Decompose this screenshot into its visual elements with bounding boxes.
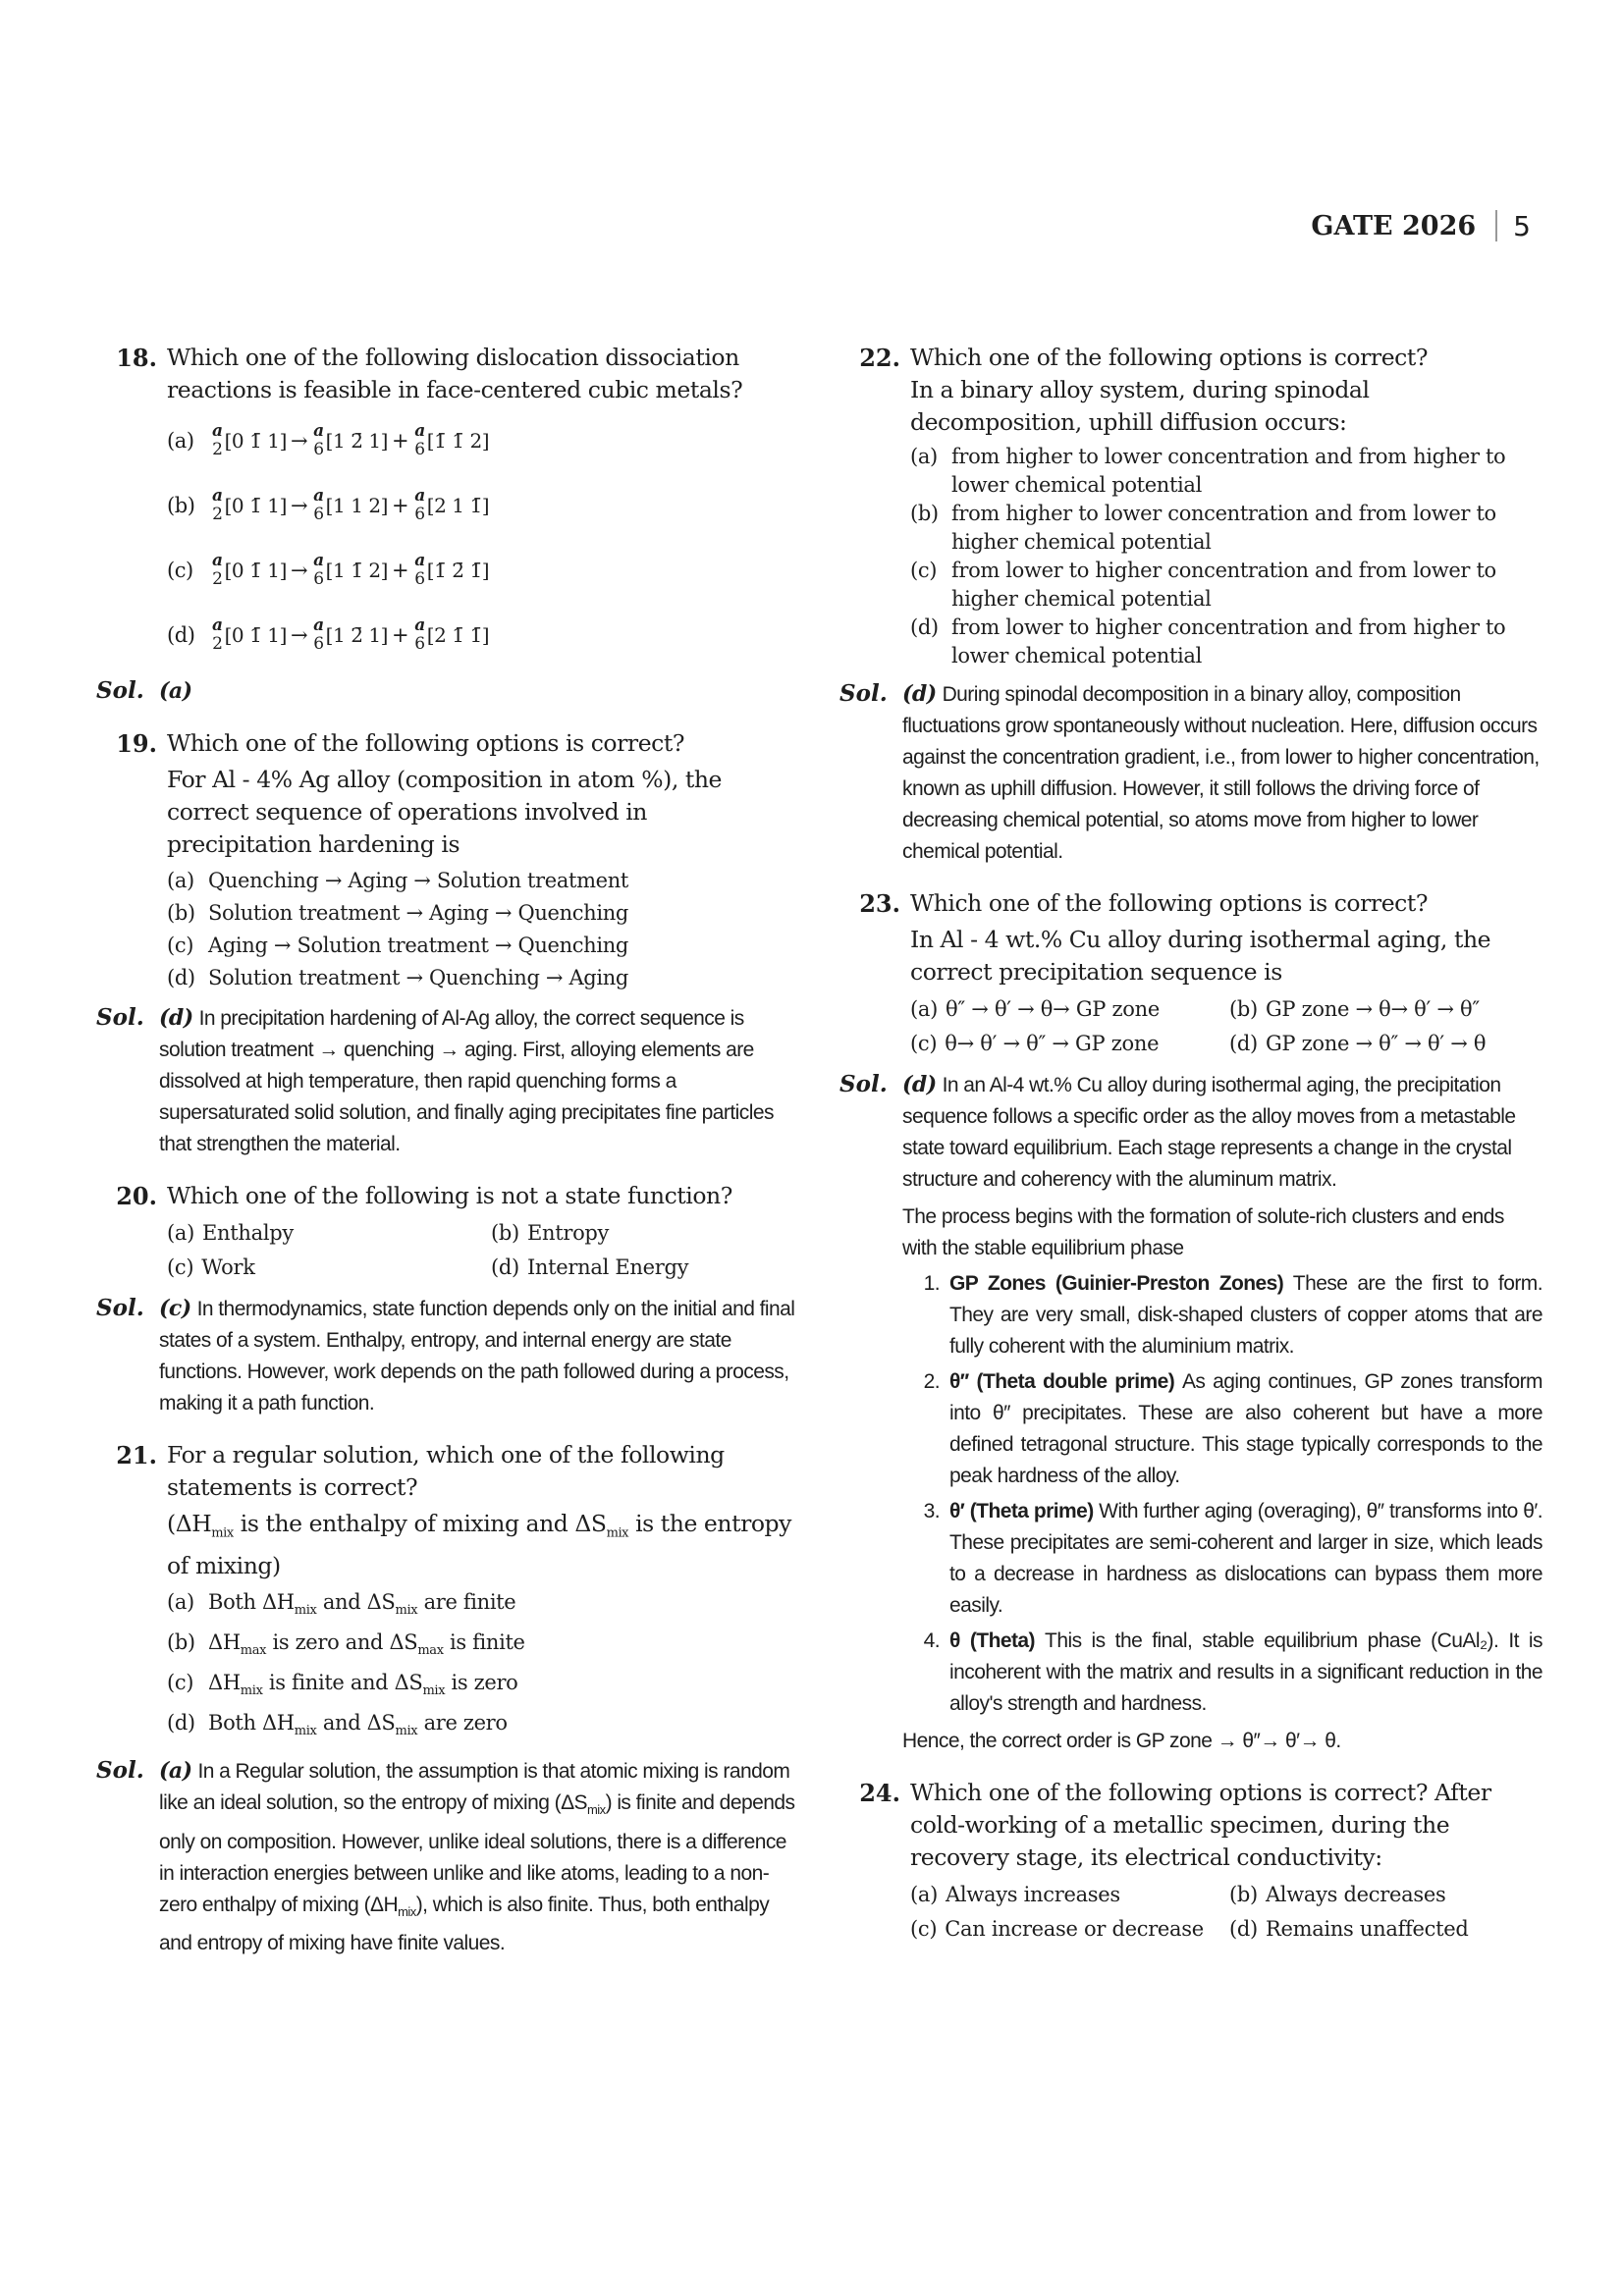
solution-text: In thermodynamics, state function depends only on the initial and final states of a system. Enthalpy, entropy, and internal energy are state functions. However, work depends on the path followed during a process, making it a path function.: [159, 1298, 795, 1415]
question-stem: Which one of the following options is correct?: [167, 729, 685, 757]
header-divider: [1495, 210, 1497, 241]
solution: [839, 678, 1542, 868]
solution-label: Sol.: [839, 1071, 888, 1097]
option-a: (a) Both $\Delta H_{mix}$ and $\Delta S_{mix}$ are finite: [167, 1589, 516, 1618]
options-grid: [167, 1216, 795, 1285]
options-list: [167, 865, 795, 994]
plus-icon: +: [392, 622, 409, 647]
right-column: [839, 342, 1542, 1947]
solution-label: Sol.: [96, 1757, 144, 1785]
solution-answer: (d): [159, 1005, 193, 1031]
question-paragraph: In a binary alloy system, during spinodal decomposition, uphill diffusion occurs:: [910, 376, 1370, 436]
page-header: [1311, 208, 1531, 243]
question-paragraph: For Al - 4% Ag alloy (composition in atom %), the correct sequence of operations involved in precipitation hardening is: [167, 766, 723, 858]
fraction: a 2: [212, 551, 223, 589]
options-list: [167, 1586, 795, 1748]
burgers-vector: [1 1̄ 2]: [325, 558, 389, 582]
solution-answer: (a): [159, 678, 192, 704]
burgers-vector: [0 1̄ 1]: [224, 493, 287, 517]
option-b: (b) Always decreases: [1229, 1883, 1446, 1906]
question-number: 24.: [859, 1779, 900, 1807]
option-a: (a) Always increases: [910, 1883, 1120, 1906]
fraction: a 6: [414, 486, 425, 524]
solution-conclusion: Hence, the correct order is GP zone → θ′′→ θ′→ θ.: [902, 1730, 1341, 1752]
arrow-icon: →: [290, 622, 308, 647]
running-title: GATE 2026: [1311, 210, 1477, 241]
fraction: a 6: [414, 615, 425, 654]
question-stem: Which one of the following options is correct?: [910, 889, 1429, 917]
arrow-icon: →: [290, 493, 308, 517]
list-item: 1. GP Zones (Guinier-Preston Zones) These are the first to form. They are very small, disk-shaped clusters of copper atoms that are fully coherent with the aluminium matrix.: [923, 1272, 1542, 1358]
solution-label: Sol.: [96, 1004, 144, 1031]
question-21: [96, 1439, 795, 1959]
question-number: 18.: [116, 344, 157, 372]
question-paragraph: ($\Delta H_{mix}$ is the enthalpy of mixing and $\Delta S_{mix}$ is the entropy of mixing): [167, 1510, 791, 1579]
solution-text: In precipitation hardening of Al-Ag alloy, the correct sequence is solution treatment → quenching → aging. First, alloying elements are dissolved at high temperature, then rapid quenching forms a supersaturated solid solution, and finally aging precipitates fine particles that strengthen the material.: [159, 1007, 774, 1155]
question-24: [839, 1777, 1542, 1947]
option-d: (d) from lower to higher concentration and from higher to lower chemical potential: [910, 615, 1506, 667]
solution-text-2: The process begins with the formation of solute-rich clusters and ends with the stable equilibrium phase: [902, 1205, 1504, 1259]
question-stem: Which one of the following options is correct?: [910, 344, 1429, 371]
option-a: [167, 408, 795, 473]
option-b: (b) $\Delta H_{max}$ is zero and $\Delta S_{max}$ is finite: [167, 1629, 525, 1659]
option-c: (c) $\Delta H_{mix}$ is finite and $\Delta S_{mix}$ is zero: [167, 1671, 518, 1699]
solution: [839, 1069, 1542, 1757]
option-b: (b) from higher to lower concentration and from lower to higher chemical potential: [910, 502, 1496, 554]
solution: [96, 1002, 795, 1160]
fraction: a 2: [212, 615, 223, 654]
burgers-vector: [0 1̄ 1]: [224, 428, 287, 453]
question-stem: Which one of the following options is correct? After cold-working of a metallic specimen, during the recovery stage, its electrical conductivity:: [910, 1779, 1491, 1871]
fraction: a 6: [414, 551, 425, 589]
question-22: [839, 342, 1542, 868]
question-23: [839, 887, 1542, 1757]
burgers-vector: [1 1 2]: [325, 493, 389, 517]
solution-answer: (d): [902, 1072, 937, 1097]
option-d: (d) Remains unaffected: [1229, 1917, 1469, 1941]
option-a: (a) Quenching → Aging → Solution treatment: [167, 869, 628, 892]
option-c: (c) Work: [167, 1255, 255, 1279]
question-number: 21.: [116, 1441, 157, 1469]
option-d: (d) Solution treatment → Quenching → Aging: [167, 966, 628, 989]
solution: Sol. (a) In a Regular solution, the assumption is that atomic mixing is random like an ideal solution, so the entropy of mixing $(\Delta S_{mix})$ is finite and depends only on composition. However, unlike ideal solutions, there is a difference in interaction energies between unlike and like atoms, leading to a non-zero enthalpy of mixing $(\Delta H_{mix})$, which is also finite. Thus, both enthalpy and entropy of mixing have finite values.: [96, 1757, 795, 1954]
solution-answer: (c): [159, 1296, 191, 1321]
option-b: [167, 473, 795, 538]
options-grid: [910, 992, 1542, 1061]
list-item: 3. θ′ (Theta prime) With further aging (overaging), θ′′ transforms into θ′. These precipitates are semi-coherent and larger in size, which leads to a decrease in hardness as dislocations can bypass them more easily.: [923, 1500, 1542, 1617]
options-list: [910, 443, 1542, 670]
question-19: [96, 727, 795, 1160]
question-number: 22.: [859, 344, 900, 372]
fraction: a 6: [313, 486, 324, 524]
option-b: (b) Entropy: [491, 1221, 610, 1245]
option-a: (a) θ″ → θ′ → θ→ GP zone: [910, 997, 1160, 1021]
question-paragraph: In Al - 4 wt.% Cu alloy during isothermal aging, the correct precipitation sequence is: [910, 926, 1491, 986]
option-a: (a) from higher to lower concentration and from higher to lower chemical potential: [910, 445, 1506, 497]
fraction: a 6: [414, 421, 425, 459]
solution-label: Sol.: [96, 1295, 144, 1321]
solution: [96, 675, 795, 708]
fraction: a 6: [313, 551, 324, 589]
option-label: (d): [167, 622, 195, 647]
option-c: (c) Aging → Solution treatment → Quenching: [167, 934, 628, 957]
options-grid: [910, 1878, 1542, 1947]
left-column: [96, 342, 795, 1959]
option-c: (c) Can increase or decrease: [910, 1917, 1204, 1941]
option-d: (d) GP zone → θ″ → θ′ → θ: [1229, 1032, 1487, 1055]
option-c: (c) from lower to higher concentration and from lower to higher chemical potential: [910, 559, 1496, 611]
fraction: a 6: [313, 421, 324, 459]
list-item: 2. θ′′ (Theta double prime) As aging continues, GP zones transform into θ′′ precipitates. These are also coherent but have a more defined tetragonal structure. This stage typically corresponds to the peak hardness of the alloy.: [923, 1370, 1542, 1487]
burgers-vector: [0 1̄ 1]: [224, 622, 287, 647]
option-c: [167, 538, 795, 603]
burgers-vector: [1̄ 2̄ 1̄]: [426, 558, 490, 582]
burgers-vector: [2 1̄ 1̄]: [426, 622, 490, 647]
option-label: (a): [167, 428, 194, 453]
solution-text: In an Al-4 wt.% Cu alloy during isothermal aging, the precipitation sequence follows a specific order as the alloy moves from a metastable state toward equilibrium. Each stage represents a change in the crystal structure and coherency with the aluminum matrix.: [902, 1074, 1516, 1191]
stage-list: [902, 1268, 1542, 1720]
option-b: (b) GP zone → θ→ θ′ → θ″: [1229, 997, 1480, 1021]
option-label: (c): [167, 558, 193, 582]
plus-icon: +: [392, 493, 409, 517]
question-20: [96, 1180, 795, 1419]
option-d: (d) Both $\Delta H_{mix}$ and $\Delta S_{mix}$ are zero: [167, 1711, 508, 1739]
solution-text: During spinodal decomposition in a binary alloy, composition fluctuations grow spontaneously without nucleation. Here, diffusion occurs against the concentration gradient, i.e., from lower to higher concentration, known as uphill diffusion. However, it still follows the driving force of decreasing chemical potential, so atoms move from higher to lower chemical potential.: [902, 683, 1540, 863]
solution-label: Sol.: [96, 677, 144, 704]
fraction: a 2: [212, 486, 223, 524]
option-d: (d) Internal Energy: [491, 1255, 689, 1279]
solution-label: Sol.: [839, 680, 888, 707]
question-stem: For a regular solution, which one of the following statements is correct?: [167, 1441, 725, 1501]
burgers-vector: [1̄ 1̄ 2]: [426, 428, 490, 453]
burgers-vector: [1 2̄ 1]: [325, 622, 389, 647]
solution-answer: (a): [159, 1758, 192, 1785]
solution: [96, 1293, 795, 1419]
burgers-vector: [2 1 1̄]: [426, 493, 490, 517]
burgers-vector: [0 1̄ 1]: [224, 558, 287, 582]
plus-icon: +: [392, 428, 409, 453]
plus-icon: +: [392, 558, 409, 582]
question-number: 20.: [116, 1182, 157, 1210]
list-item: 4. θ (Theta) This is the final, stable equilibrium phase (CuAl₂). It is incoherent with the matrix and results in a significant reduction in the alloy's strength and hardness.: [923, 1629, 1542, 1715]
option-a: (a) Enthalpy: [167, 1221, 294, 1245]
question-18: [96, 342, 795, 708]
arrow-icon: →: [290, 428, 308, 453]
page-number: 5: [1513, 209, 1531, 242]
arrow-icon: →: [290, 558, 308, 582]
option-label: (b): [167, 493, 195, 517]
option-c: (c) θ→ θ′ → θ″ → GP zone: [910, 1032, 1160, 1055]
option-d: [167, 603, 795, 667]
option-b: (b) Solution treatment → Aging → Quenching: [167, 901, 628, 925]
question-stem: Which one of the following dislocation dissociation reactions is feasible in face-centered cubic metals?: [167, 344, 743, 403]
fraction: a 2: [212, 421, 223, 459]
options-list: [167, 408, 795, 667]
solution-answer: (d): [902, 681, 937, 707]
burgers-vector: [1 2̄ 1]: [325, 428, 389, 453]
question-number: 19.: [116, 729, 157, 758]
question-number: 23.: [859, 889, 900, 918]
fraction: a 6: [313, 615, 324, 654]
question-stem: Which one of the following is not a state function?: [167, 1182, 732, 1209]
